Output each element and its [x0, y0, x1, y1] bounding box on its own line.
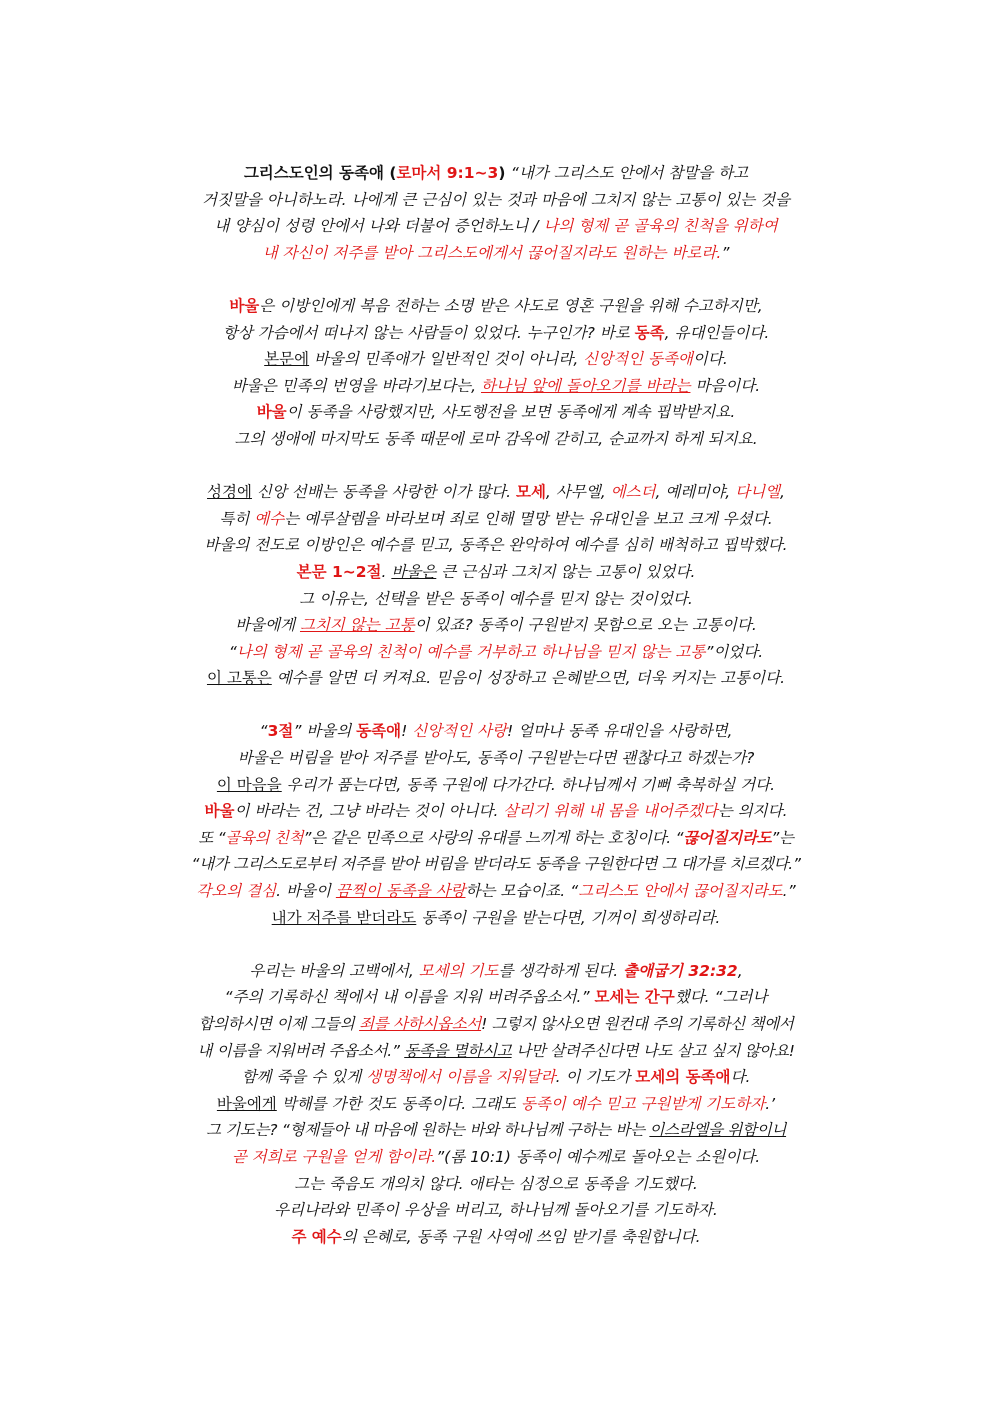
text-line [130, 878, 862, 905]
text-run: . [381, 562, 392, 581]
text-run: 항상 가슴에서 떠나지 않는 사람들이 있었다. 누구인가? 바로 [222, 323, 635, 342]
text-run: 바울은 버림을 받아 저주를 받아도, 동족이 구원받는다면 괜찮다고 하겠는가? [237, 749, 755, 768]
highlight-text: 본문 1~2절 [296, 562, 382, 581]
text-line [130, 1038, 862, 1065]
text-line [130, 240, 862, 267]
text-run: ”이었다. [705, 642, 764, 661]
text-run: 함께 죽을 수 있게 [241, 1068, 367, 1087]
paragraph-gap [130, 266, 862, 293]
highlight-text: 로마서 9:1~3 [396, 164, 499, 182]
text-line [130, 1117, 862, 1144]
text-run: “ [259, 722, 268, 741]
text-run: 내가 저주를 받더라도 [271, 908, 417, 927]
highlight-text: 신앙적인 사랑 [412, 722, 507, 741]
text-run: 신앙 선배는 동족을 사랑한 이가 많다. [251, 483, 516, 502]
text-line [130, 1144, 862, 1171]
text-run: 했다. “그러나 [674, 988, 768, 1007]
text-run: . 이 기도가 [555, 1068, 636, 1087]
sermon-document [130, 160, 862, 1250]
text-run: , [737, 961, 743, 980]
text-run: 특히 [219, 509, 255, 528]
text-run: 이 동족을 사랑했지만, 사도행전을 보면 동족에게 계속 핍박받지요. [286, 403, 736, 422]
highlight-text: 모세 [515, 483, 546, 502]
text-line [130, 1011, 862, 1038]
text-run: 바울은 [391, 562, 437, 581]
highlight-text: 생명책에서 이름을 지워달라 [366, 1068, 556, 1087]
text-run: 바울의 민족애가 일반적인 것이 아니라, [309, 350, 584, 369]
text-run: 이스라엘을 위함이니 [649, 1121, 787, 1140]
text-run: 그의 생애에 마지막도 동족 때문에 로마 감옥에 갇히고, 순교까지 하게 되지요. [234, 429, 758, 448]
text-run: ! 그렇지 않사오면 원컨대 주의 기록하신 책에서 [481, 1015, 794, 1033]
text-line [130, 984, 862, 1011]
text-line [130, 798, 862, 825]
text-line [130, 213, 862, 240]
text-run: . 바울이 [276, 882, 336, 901]
text-run: 그 기도는? “형제들아 내 마음에 원하는 바와 하나님께 구하는 바는 [205, 1121, 650, 1140]
text-line [130, 851, 862, 878]
paragraph-gap [130, 692, 862, 719]
highlight-text: 예수 [254, 509, 285, 528]
text-line [130, 772, 862, 799]
text-run: 본문에 [264, 350, 310, 369]
text-run: , 사무엘, [545, 483, 611, 502]
text-run: 나만 살려주신다면 나도 살고 싶지 않아요! [511, 1041, 795, 1060]
text-run: 그리스도인의 동족애 ( [243, 164, 397, 182]
highlight-text: 모세는 간구 [594, 988, 675, 1007]
text-line [130, 1064, 862, 1091]
paragraph-gap [130, 931, 862, 958]
text-line [130, 187, 862, 214]
text-line [130, 559, 862, 586]
text-run: “ [228, 642, 237, 661]
text-run: 이 마음을 [216, 775, 282, 794]
text-run: 마음이다. [690, 376, 761, 395]
text-run: 를 생각하게 된다. [498, 961, 624, 980]
text-line [130, 320, 862, 347]
text-run: ” 바울의 [293, 722, 357, 741]
text-run: 동족을 멸하시고 [404, 1041, 512, 1060]
highlight-text: 바울 [204, 802, 235, 821]
text-line [130, 373, 862, 400]
text-run: 바울의 전도로 이방인은 예수를 믿고, 동족은 완악하여 예수를 심히 배척하고 핍박했다. [204, 536, 788, 555]
highlight-text: 주 예수 [291, 1227, 342, 1246]
highlight-text: 동족이 예수 믿고 구원받게 기도하자 [520, 1094, 766, 1113]
text-run: ! 얼마나 동족 유대인을 사랑하면, [506, 722, 733, 741]
text-run: 성경에 [207, 483, 252, 502]
text-run: 이 바라는 건, 그냥 바라는 것이 아니다. [234, 802, 504, 821]
text-run: 그는 죽음도 개의치 않다. 애타는 심정으로 동족을 기도했다. [294, 1174, 698, 1193]
text-run: 는 예루살렘을 바라보며 죄로 인해 멸망 받는 유대인을 보고 크게 우셨다. [284, 509, 773, 528]
text-line [130, 479, 862, 506]
highlight-text: 에스더 [610, 483, 656, 502]
text-run: 또 “ [198, 828, 226, 847]
text-run: , [780, 483, 785, 502]
highlight-text: 다니엘 [735, 483, 781, 502]
text-line [130, 612, 862, 639]
text-run: , 예레미야, [655, 483, 736, 502]
text-run: ”(롬 10:1) 동족이 예수께로 돌아오는 소원이다. [436, 1147, 761, 1166]
text-run: 이 고통은 [206, 669, 272, 688]
text-line [130, 639, 862, 666]
text-run: 거짓말을 아니하노라. 나에게 큰 근심이 있는 것과 마음에 그치지 않는 고통이 있는 것을 [201, 190, 791, 209]
text-run: “내가 그리스도 안에서 참말을 하고 [510, 164, 749, 182]
text-run: 내 이름을 지워버려 주옵소서.” [197, 1041, 405, 1060]
text-line [130, 905, 862, 932]
text-line [130, 532, 862, 559]
text-line [130, 506, 862, 533]
highlight-text: 모세의 동족애 [635, 1068, 731, 1087]
highlight-text: 바울 [229, 296, 260, 315]
highlight-text: 하나님 앞에 돌아오기를 바라는 [481, 376, 691, 395]
highlight-text: 모세의 기도 [418, 961, 499, 980]
highlight-text: 끊어질지라도 [683, 828, 772, 847]
highlight-text: 그리스도 안에서 끊어질지라도 [578, 882, 783, 901]
highlight-text: 동족 [634, 323, 665, 342]
highlight-text: 골육의 친척 [225, 828, 304, 847]
text-line [130, 399, 862, 426]
text-run: 다. [730, 1068, 751, 1087]
highlight-text: 내 자신이 저주를 받아 그리스도에게서 끊어질지라도 원하는 바로라. [262, 243, 722, 262]
text-line [130, 718, 862, 745]
text-line [130, 1197, 862, 1224]
text-run: 이다. [692, 350, 728, 369]
title-line [130, 160, 862, 187]
text-run: ” [721, 243, 730, 262]
text-line [130, 1224, 862, 1251]
text-run: ! [401, 722, 413, 741]
text-line [130, 825, 862, 852]
text-run: 내 양심이 성령 안에서 나와 더불어 증언하노니 / [214, 217, 544, 236]
text-run: ) [498, 164, 511, 182]
text-run: 하는 모습이죠. “ [465, 882, 579, 901]
text-run: 바울에게 [235, 616, 300, 635]
text-line [130, 293, 862, 320]
text-run: 합의하시면 이제 그들의 [198, 1015, 360, 1033]
text-run: 바울은 민족의 번영을 바라기보다는, [231, 376, 482, 395]
highlight-text: 나의 형제 곧 골육의 친척이 예수를 거부하고 하나님을 믿지 않는 고통 [236, 642, 706, 661]
text-run: 동족이 구원을 받는다면, 기꺼이 희생하리라. [416, 908, 721, 927]
text-run: , 유대인들이다. [664, 323, 770, 342]
text-run: 큰 근심과 그치지 않는 고통이 있었다. [436, 562, 696, 581]
text-run: 의 은혜로, 동족 구원 사역에 쓰임 받기를 축원합니다. [341, 1227, 701, 1246]
text-line [130, 426, 862, 453]
highlight-text: 각오의 결심 [196, 882, 277, 901]
text-run: 이 있죠? 동족이 구원받지 못함으로 오는 고통이다. [414, 616, 757, 635]
highlight-text: 3절 [267, 722, 294, 741]
highlight-text: 곧 저희로 구원을 얻게 함이라. [231, 1147, 437, 1166]
text-line [130, 586, 862, 613]
text-run: 는 의지다. [717, 802, 788, 821]
highlight-text: 끔찍이 동족을 사랑 [335, 882, 466, 901]
highlight-text: 출애굽기 32:32 [623, 961, 738, 980]
text-run: 박해를 가한 것도 동족이다. 그래도 [276, 1094, 521, 1113]
text-line [130, 1091, 862, 1118]
text-line [130, 346, 862, 373]
paragraph-gap [130, 453, 862, 480]
text-line [130, 745, 862, 772]
highlight-text: 그치지 않는 고통 [299, 616, 415, 635]
highlight-text: 신앙적인 동족애 [583, 350, 693, 369]
text-run: 그 이유는, 선택을 받은 동족이 예수를 믿지 않는 것이었다. [299, 589, 693, 608]
text-run: 우리나라와 민족이 우상을 버리고, 하나님께 돌아오기를 기도하자. [274, 1201, 718, 1220]
text-run: 은 이방인에게 복음 전하는 소명 받은 사도로 영혼 구원을 위해 수고하지만, [259, 296, 763, 315]
text-run: “주의 기록하신 책에서 내 이름을 지워 버려주옵소서.” [224, 988, 595, 1007]
text-run: “내가 그리스도로부터 저주를 받아 버림을 받더라도 동족을 구원한다면 그 대가를 치르겠다.” [191, 855, 801, 874]
highlight-text: 살리기 위해 내 몸을 내어주겠다 [503, 802, 718, 821]
text-line [130, 1171, 862, 1198]
text-run: .’ [765, 1094, 776, 1113]
highlight-text: 동족애 [356, 722, 402, 741]
highlight-text: 죄를 사하시옵소서 [359, 1015, 482, 1033]
text-run: .” [782, 882, 796, 901]
text-line [130, 665, 862, 692]
highlight-text: 나의 형제 곧 골육의 친척을 위하여 [543, 217, 778, 236]
text-run: 예수를 알면 더 커져요. 믿음이 성장하고 은혜받으면, 더욱 커지는 고통이다. [271, 669, 786, 688]
text-run: 바울에게 [216, 1094, 277, 1113]
text-run: 우리는 바울의 고백에서, [249, 961, 419, 980]
text-run: 우리가 품는다면, 동족 구원에 다가간다. 하나님께서 기뻐 축복하실 거다. [281, 775, 776, 794]
text-run: ”은 같은 민족으로 사랑의 유대를 느끼게 하는 호칭이다. “ [303, 828, 684, 847]
highlight-text: 바울 [256, 403, 287, 422]
text-line [130, 958, 862, 985]
text-run: ”는 [771, 828, 794, 847]
